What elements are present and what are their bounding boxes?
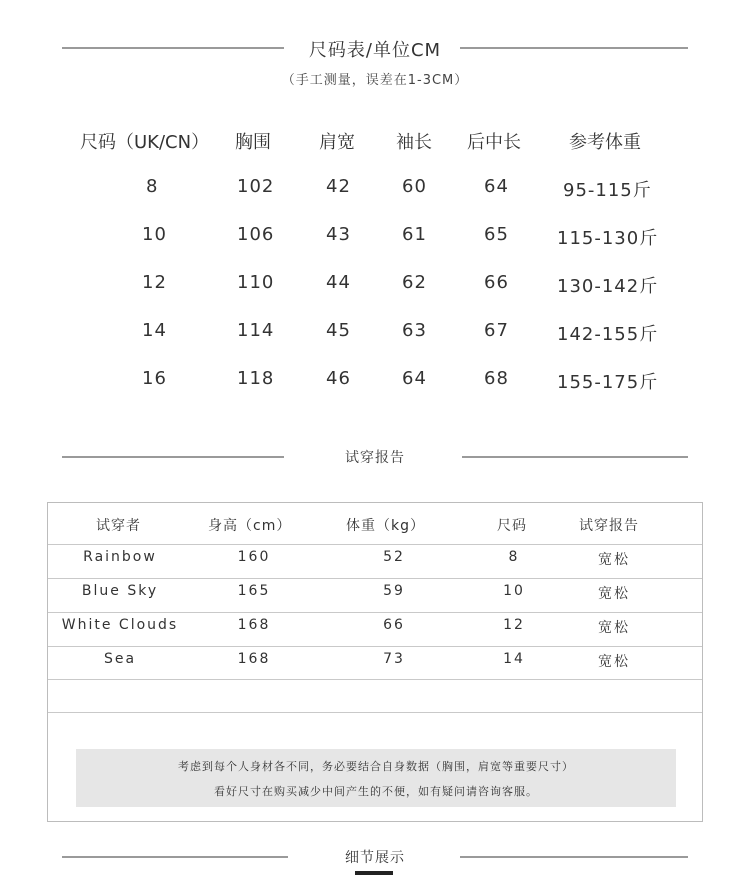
weight-cell: 155-175斤 [557,372,659,393]
size-cell: 10 [503,583,525,599]
size-chart-title-row [62,36,688,60]
detail-underline-bar [355,871,393,875]
size-chart-subtitle: （手工测量，误差在1-3CM） [281,73,469,88]
back-length-cell: 65 [484,224,509,245]
row-divider [48,712,702,713]
size-chart-title: 尺码表/单位CM [308,40,442,61]
back-length-cell: 68 [484,368,509,389]
weight-cell: 52 [383,549,405,565]
report-cell: 宽松 [598,620,630,636]
tester-cell: White Clouds [61,617,179,633]
back-length-cell: 64 [484,176,509,197]
note-box [76,749,676,807]
height-cell: 168 [237,651,271,667]
report-cell: 宽松 [598,552,630,568]
report-cell: 宽松 [598,586,630,602]
bust-header: 胸围 [235,132,271,153]
weight-cell: 59 [383,583,405,599]
tester-header: 试穿者 [96,518,141,534]
weight-header: 参考体重 [569,132,641,153]
report-header: 试穿报告 [579,518,639,534]
shoulder-header: 肩宽 [319,132,355,153]
detail-title: 细节展示 [345,850,405,866]
sleeve-cell: 64 [402,368,427,389]
size-cell: 8 [146,176,159,197]
height-cell: 165 [237,583,271,599]
weight-cell: 73 [383,651,405,667]
bust-cell: 102 [237,176,275,197]
size-cell: 10 [142,224,167,245]
size-cell: 12 [142,272,167,293]
sleeve-header: 袖长 [396,132,432,153]
row-divider [48,544,702,545]
bust-cell: 114 [237,320,275,341]
back-length-header: 后中长 [467,132,521,153]
shoulder-cell: 46 [326,368,351,389]
report-cell: 宽松 [598,654,630,670]
row-divider [48,612,702,613]
size-cell: 12 [503,617,525,633]
detail-title-row [62,845,688,869]
sleeve-cell: 63 [402,320,427,341]
weight-cell: 130-142斤 [557,276,659,297]
divider-line [462,456,688,458]
bust-cell: 106 [237,224,275,245]
back-length-cell: 66 [484,272,509,293]
shoulder-cell: 45 [326,320,351,341]
size-cell: 16 [142,368,167,389]
weight-cell: 115-130斤 [557,228,659,249]
divider-line [460,856,688,858]
shoulder-cell: 44 [326,272,351,293]
tester-cell: Rainbow [83,549,157,565]
divider-line [460,47,688,49]
size-cell: 14 [142,320,167,341]
height-cell: 168 [237,617,271,633]
weight-cell: 142-155斤 [557,324,659,345]
sleeve-cell: 61 [402,224,427,245]
weight-cell: 66 [383,617,405,633]
sleeve-cell: 60 [402,176,427,197]
height-cell: 160 [237,549,271,565]
height-header: 身高（cm） [208,518,292,534]
shoulder-cell: 43 [326,224,351,245]
bust-cell: 118 [237,368,275,389]
weight-cell: 95-115斤 [563,180,652,201]
note-line-1: 考虑到每个人身材各不同，务必要结合自身数据（胸围，肩宽等重要尺寸） [178,760,574,773]
weight-header: 体重（kg） [346,518,425,534]
row-divider [48,578,702,579]
tester-cell: Blue Sky [81,583,159,599]
bust-cell: 110 [237,272,275,293]
row-divider [48,646,702,647]
size-header: 尺码（UK/CN） [80,132,210,153]
row-divider [48,679,702,680]
trial-report-table [47,502,703,822]
trial-report-title-row [62,445,688,469]
shoulder-cell: 42 [326,176,351,197]
back-length-cell: 67 [484,320,509,341]
sleeve-cell: 62 [402,272,427,293]
size-cell: 8 [508,549,520,565]
note-line-2: 看好尺寸在购买减少中间产生的不便，如有疑问请咨询客服。 [214,785,538,798]
tester-cell: Sea [103,651,137,667]
size-header: 尺码 [497,518,527,534]
trial-report-title: 试穿报告 [345,450,405,466]
size-cell: 14 [503,651,525,667]
